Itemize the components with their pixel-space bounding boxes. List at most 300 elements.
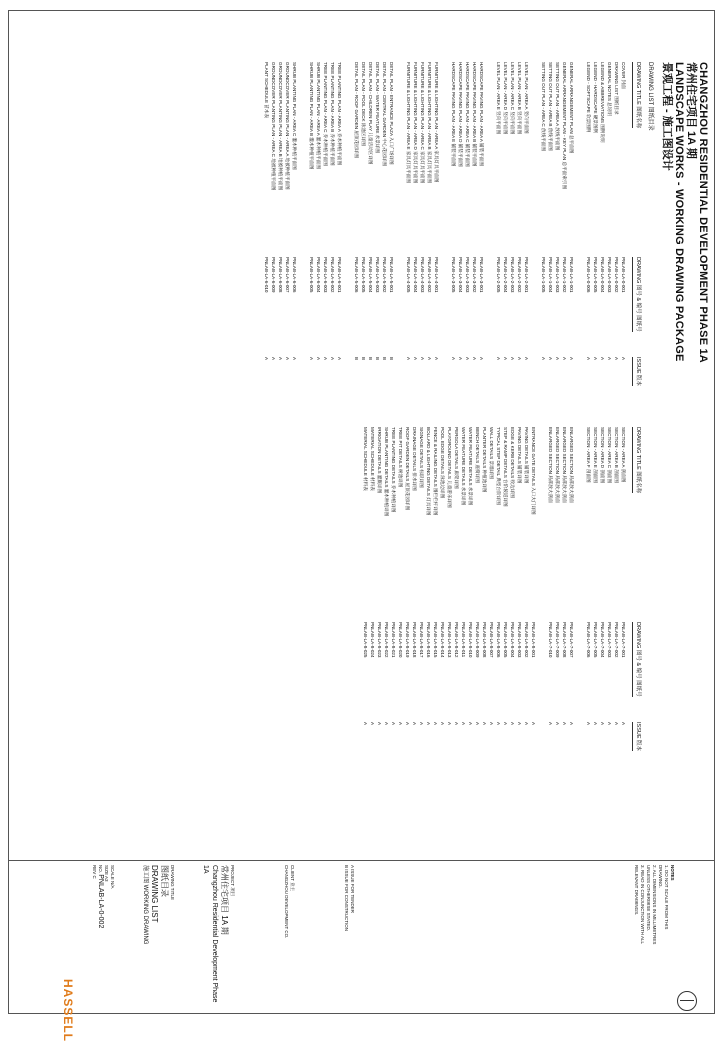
drawing-rev: A bbox=[524, 722, 529, 726]
sheet-info: SCALE N/A SIZE A3 NO. PNLAB-LA-0-002 REV C bbox=[92, 865, 115, 929]
drawing-rev: A bbox=[433, 722, 438, 726]
drawing-title: SETTING OUT PLAN - AREA B 放线平面图 bbox=[548, 62, 553, 151]
drawing-title: TREE PLANTING PLAN - AREA C 乔木种植平面图 bbox=[323, 62, 328, 166]
drawing-number: PNLAB-LA-6-010 bbox=[264, 257, 269, 293]
drawing-number: PNLAB-LA-6-003 bbox=[323, 257, 328, 293]
drawing-title: LEVEL PLAN - AREA B 竖向平面图 bbox=[517, 62, 522, 135]
table-row bbox=[457, 62, 464, 412]
drawing-group bbox=[362, 427, 537, 777]
drawing-title: FURNITURE & LIGHTING PLAN - AREA E 家具灯具平面图 bbox=[406, 62, 411, 183]
drawing-number: PNLAB-LA-8-016 bbox=[426, 622, 431, 658]
drawing-number: PNLAB-LA-6-009 bbox=[271, 257, 276, 293]
title-en-2: LANDSCAPE WORKS - WORKING DRAWING PACKAGE bbox=[673, 62, 685, 362]
drawing-number: PNLAB-LA-0-004 bbox=[600, 257, 605, 293]
drawing-number: PNLAB-LA-5-006 bbox=[354, 257, 359, 293]
drawing-title: WATER FEATURE DETAILS 水景详图 bbox=[468, 427, 473, 506]
drawing-title: PLAYGROUND DETAILS 儿童游乐详图 bbox=[447, 427, 452, 508]
drawing-number: PNLAB-LA-1-002 bbox=[562, 257, 567, 293]
drawing-number: PNLAB-LA-8-008 bbox=[482, 622, 487, 658]
table-row bbox=[620, 427, 627, 777]
table-row bbox=[390, 427, 397, 777]
drawing-title: SECTION - AREA B 剖面图 bbox=[614, 427, 619, 483]
table-row bbox=[495, 427, 502, 777]
table-row bbox=[606, 427, 613, 777]
drawing-title: LEGEND - HARDSCAPE 硬景图例 bbox=[593, 62, 598, 134]
drawing-rev: A bbox=[586, 357, 591, 361]
table-row bbox=[418, 427, 425, 777]
drawing-number: PNLAB-LA-6-007 bbox=[285, 257, 290, 293]
drawing-group bbox=[585, 427, 627, 777]
drawing-rev: A bbox=[600, 357, 605, 361]
drawing-number: PNLAB-LA-8-017 bbox=[419, 622, 424, 658]
drawing-title: POOL EDGE DETAILS 泳池边详图 bbox=[440, 427, 445, 499]
drawing-number: PNLAB-LA-0-001 bbox=[621, 257, 626, 293]
client-block bbox=[283, 865, 295, 945]
drawing-title: BENCH DETAILS 座椅详图 bbox=[475, 427, 480, 483]
col-head-number: DRAWING 图号 & 编号 图纸号 bbox=[632, 257, 643, 332]
drawing-title: LEVEL PLAN - AREA C 竖向平面图 bbox=[510, 62, 515, 135]
drawing-rev: A bbox=[475, 722, 480, 726]
drawing-rev: A bbox=[271, 357, 276, 361]
drawing-rev: A bbox=[337, 357, 342, 361]
drawing-number: PNLAB-LA-3-005 bbox=[451, 257, 456, 293]
drawing-number: PNLAB-LA-8-007 bbox=[489, 622, 494, 658]
drawing-number: PNLAB-LA-6-002 bbox=[330, 257, 335, 293]
drawing-title: SHRUB PLANTING PLAN - AREA C 灌木种植平面图 bbox=[292, 62, 297, 170]
drawing-title: SHRUB PLANTING PLAN - AREA A 灌木种植平面图 bbox=[316, 62, 321, 169]
col-head-rev: ISSUE 版本 bbox=[632, 357, 643, 386]
drawing-title: LEVEL PLAN - AREA E 竖向平面图 bbox=[496, 62, 501, 135]
drawing-number: PNLAB-LA-8-021 bbox=[391, 622, 396, 658]
drawing-number: PNLAB-LA-8-018 bbox=[412, 622, 417, 658]
sheet-rev: C bbox=[92, 875, 97, 879]
drawing-number: PNLAB-LA-0-002 bbox=[614, 257, 619, 293]
drawing-rev: A bbox=[586, 722, 591, 726]
drawing-rev: A bbox=[406, 357, 411, 361]
table-row bbox=[547, 427, 554, 777]
table-row bbox=[291, 62, 298, 412]
drawing-rev: A bbox=[412, 722, 417, 726]
table-row bbox=[547, 62, 554, 412]
table-row bbox=[561, 62, 568, 412]
col-head-title: DRAWING TITLE 图纸名称 bbox=[632, 62, 643, 128]
drawing-rev: A bbox=[472, 357, 477, 361]
table-row bbox=[471, 62, 478, 412]
drawing-title: PAVING DETAILS 铺装详图 bbox=[517, 427, 522, 484]
drawing-rev: A bbox=[503, 357, 508, 361]
drawing-title: DETAIL PLAN - CENTRAL GARDEN 中心花园详图 bbox=[382, 62, 387, 166]
drawing-rev: A bbox=[524, 357, 529, 361]
drawing-number: PNLAB-LA-4-005 bbox=[406, 257, 411, 293]
drawing-title: FURNITURE & LIGHTING PLAN - AREA B 家具灯具平面图 bbox=[427, 62, 432, 183]
table-row bbox=[397, 427, 404, 777]
table-row bbox=[502, 62, 509, 412]
drawing-title: SHRUB PLANTING DETAILS 灌木种植详图 bbox=[384, 427, 389, 517]
table-row bbox=[613, 427, 620, 777]
project-label: PROJECT 项目 bbox=[230, 865, 235, 897]
table-row bbox=[322, 62, 329, 412]
col-head-number-2: DRAWING 图号 & 编号 图纸号 bbox=[632, 622, 643, 697]
drawing-group bbox=[450, 62, 485, 412]
drawing-title: ENTRANCE GATE DETAILS 入口大门详图 bbox=[531, 427, 536, 515]
drawing-group bbox=[405, 62, 440, 412]
drawing-title: TREE PIT DETAILS 树池详图 bbox=[398, 427, 403, 488]
drawing-number: PNLAB-LA-8-019 bbox=[405, 622, 410, 658]
drawing-rev: A bbox=[510, 722, 515, 726]
drawing-rev: A bbox=[434, 357, 439, 361]
title-en-1: CHANGZHOU RESIDENTIAL DEVELOPMENT PHASE 1A bbox=[697, 62, 709, 363]
scale-value: N/A bbox=[110, 881, 115, 889]
table-row bbox=[568, 62, 575, 412]
drawing-number: PNLAB-LA-1-001 bbox=[569, 257, 574, 293]
drawing-number: PNLAB-LA-8-002 bbox=[524, 622, 529, 658]
table-row bbox=[308, 62, 315, 412]
drawing-number: PNLAB-LA-7-005 bbox=[593, 622, 598, 658]
drawing-rev: A bbox=[482, 722, 487, 726]
table-row bbox=[599, 427, 606, 777]
drawing-number: PNLAB-LA-7-004 bbox=[600, 622, 605, 658]
table-row bbox=[523, 62, 530, 412]
drawing-number: PNLAB-LA-0-003 bbox=[607, 257, 612, 293]
drawing-rev: A bbox=[496, 357, 501, 361]
drawing-rev: A bbox=[370, 722, 375, 726]
drawing-title: ENLARGED SECTION 局部放大剖面 bbox=[555, 427, 560, 503]
drawing-title: FURNITURE & LIGHTING PLAN - AREA D 家具灯具平面图 bbox=[413, 62, 418, 184]
drawing-number: PNLAB-LA-0-006 bbox=[586, 257, 591, 293]
drawing-rev: A bbox=[316, 357, 321, 361]
table-row bbox=[585, 427, 592, 777]
drawing-number: PNLAB-LA-7-002 bbox=[614, 622, 619, 658]
drawing-rev: A bbox=[569, 722, 574, 726]
drawing-rev: A bbox=[391, 722, 396, 726]
drawing-number: PNLAB-LA-7-008 bbox=[562, 622, 567, 658]
drawing-title: DETAIL PLAN - CHILDREN PLAY 儿童活动区详图 bbox=[368, 62, 373, 165]
drawing-title: SIGNAGE DETAILS 标识详图 bbox=[419, 427, 424, 488]
drawing-rev: A bbox=[363, 722, 368, 726]
drawing-rev: A bbox=[548, 722, 553, 726]
project-block bbox=[201, 865, 235, 1005]
drawing-list-subtitle: DRAWING LIST 图纸目录 bbox=[647, 62, 653, 131]
drawing-rev: A bbox=[465, 357, 470, 361]
drawing-number: PNLAB-LA-7-007 bbox=[569, 622, 574, 658]
table-row bbox=[554, 427, 561, 777]
drawing-title: DETAIL PLAN - ENTRANCE PLAZA 入口广场详图 bbox=[389, 62, 394, 165]
col-head-title-2: DRAWING TITLE 图纸名称 bbox=[632, 427, 643, 493]
drawing-group bbox=[540, 62, 575, 412]
drawing-title: STEP & RAMP DETAILS 台阶坡道详图 bbox=[503, 427, 508, 507]
drawing-rev: A bbox=[614, 722, 619, 726]
drawing-title: PERGOLA DETAILS 廊架详图 bbox=[454, 427, 459, 489]
drawing-number: PNLAB-LA-5-004 bbox=[368, 257, 373, 293]
drawing-rev: A bbox=[330, 357, 335, 361]
table-row bbox=[381, 62, 388, 412]
drawing-number: PNLAB-LA-5-002 bbox=[382, 257, 387, 293]
table-row bbox=[478, 62, 485, 412]
table-row bbox=[315, 62, 322, 412]
drawing-cn: 图纸目录 bbox=[160, 865, 169, 897]
drawing-rev: A bbox=[569, 357, 574, 361]
table-row bbox=[568, 427, 575, 777]
drawing-title: MATERIAL SCHEDULE 材料表 bbox=[363, 427, 368, 491]
drawing-number: PNLAB-LA-8-005 bbox=[503, 622, 508, 658]
drawing-title: TREE PLANTING PLAN - AREA B 乔木种植平面图 bbox=[330, 62, 335, 166]
drawing-rev: A bbox=[377, 722, 382, 726]
drawing-rev: A bbox=[614, 357, 619, 361]
drawing-rev: A bbox=[468, 722, 473, 726]
drawing-rev: A bbox=[621, 722, 626, 726]
client-label: CLIENT 业主 bbox=[290, 865, 295, 892]
table-row bbox=[329, 62, 336, 412]
note-item: 2. ALL DIMENSIONS IN MILLIMETRES UNLESS OTHERWISE STATED. bbox=[646, 865, 657, 945]
drawing-rev: A bbox=[413, 357, 418, 361]
drawing-number: PNLAB-LA-8-011 bbox=[461, 622, 466, 658]
table-row bbox=[464, 62, 471, 412]
drawing-rev: A bbox=[593, 722, 598, 726]
notes-block bbox=[633, 865, 675, 945]
table-row bbox=[446, 427, 453, 777]
drawing-group bbox=[585, 62, 627, 412]
drawing-title: COVER 封面 bbox=[621, 62, 626, 89]
drawing-rev: A bbox=[405, 722, 410, 726]
drawing-number: PNLAB-LA-8-024 bbox=[370, 622, 375, 658]
drawing-number: PNLAB-LA-3-004 bbox=[458, 257, 463, 293]
drawing-title: SETTING OUT PLAN - AREA C 放线平面图 bbox=[541, 62, 546, 151]
client-name: CHANGZHOU DEVELOPMENT CO. bbox=[284, 865, 289, 939]
table-row bbox=[383, 427, 390, 777]
table-row bbox=[411, 427, 418, 777]
table-row bbox=[277, 62, 284, 412]
drawing-number: PNLAB-LA-7-001 bbox=[621, 622, 626, 658]
drawing-group bbox=[495, 62, 530, 412]
drawing-title: EDGE & KERB DETAILS 收边详图 bbox=[510, 427, 515, 498]
table-row bbox=[509, 427, 516, 777]
drawing-number: PNLAB-LA-8-020 bbox=[398, 622, 403, 658]
drawing-title: GROUNDCOVER PLANTING PLAN - AREA A 地被种植平面图 bbox=[285, 62, 290, 190]
table-row bbox=[367, 62, 374, 412]
notes-heading: NOTES bbox=[670, 865, 675, 881]
table-row bbox=[554, 62, 561, 412]
drawing-rev: A bbox=[517, 357, 522, 361]
drawing-number: PNLAB-LA-8-022 bbox=[384, 622, 389, 658]
drawing-number: PNLAB-LA-2-005 bbox=[496, 257, 501, 293]
table-row bbox=[405, 62, 412, 412]
drawing-rev: A bbox=[503, 722, 508, 726]
table-row bbox=[362, 427, 369, 777]
table-row bbox=[467, 427, 474, 777]
drawing-title: TREE PLANTING DETAILS 乔木种植详图 bbox=[391, 427, 396, 513]
drawing-rev: B bbox=[361, 357, 366, 361]
drawing-title: HARDSCAPE PAVING PLAN - AREA C 铺装平面图 bbox=[465, 62, 470, 167]
drawing-rev: A bbox=[461, 722, 466, 726]
drawing-rev: A bbox=[489, 722, 494, 726]
drawing-rev: B bbox=[375, 357, 380, 361]
drawing-title: HARDSCAPE PAVING PLAN - AREA E 铺装平面图 bbox=[451, 62, 456, 167]
table-row bbox=[561, 427, 568, 777]
drawing-rev: A bbox=[555, 722, 560, 726]
drawing-title: GENERAL ARRANGEMENT PLAN 总平面图 bbox=[569, 62, 574, 154]
drawing-title: ENLARGED SECTION 局部放大剖面 bbox=[569, 427, 574, 503]
drawing-rev: B bbox=[354, 357, 359, 361]
project-cn: 常州住宅项目 1A 期 bbox=[220, 865, 229, 935]
drawing-rev: A bbox=[440, 722, 445, 726]
drawing-label: DRAWING TITLE bbox=[170, 865, 175, 901]
drawing-number: PNLAB-LA-2-001 bbox=[524, 257, 529, 293]
drawing-rev: A bbox=[384, 722, 389, 726]
sheet-header bbox=[645, 62, 709, 363]
drawing-number: PNLAB-LA-5-001 bbox=[389, 257, 394, 293]
drawing-number: PNLAB-LA-8-023 bbox=[377, 622, 382, 658]
drawing-number: PNLAB-LA-3-003 bbox=[465, 257, 470, 293]
drawing-title: DETAIL PLAN - WATER FEATURE 水景详图 bbox=[375, 62, 380, 154]
table-row bbox=[433, 62, 440, 412]
drawing-title: TREE PLANTING PLAN - AREA A 乔木种植平面图 bbox=[337, 62, 342, 166]
drawing-rev: A bbox=[451, 357, 456, 361]
drawing-number: PNLAB-LA-0-005 bbox=[593, 257, 598, 293]
drawing-title: HARDSCAPE PAVING PLAN - AREA B 铺装平面图 bbox=[472, 62, 477, 167]
hassell-logo: HASSELL bbox=[61, 979, 75, 1042]
drawing-rev: B bbox=[382, 357, 387, 361]
drawing-rev: A bbox=[398, 722, 403, 726]
drawing-title: SECTION - AREA C 剖面图 bbox=[607, 427, 612, 484]
drawing-title: ENLARGED SECTION 局部放大剖面 bbox=[548, 427, 553, 503]
drawing-number: PNLAB-LA-8-012 bbox=[454, 622, 459, 658]
drawing-title: SETTING OUT PLAN - AREA A 放线平面图 bbox=[555, 62, 560, 151]
table-row bbox=[270, 62, 277, 412]
drawing-title: DETAIL PLAN - ROOF GARDEN 屋顶花园详图 bbox=[354, 62, 359, 158]
revision-table bbox=[343, 865, 355, 945]
table-row bbox=[530, 427, 537, 777]
drawing-rev: A bbox=[309, 357, 314, 361]
drawing-rev: A bbox=[541, 357, 546, 361]
drawing-rev: A bbox=[600, 722, 605, 726]
table-row bbox=[481, 427, 488, 777]
note-item: 3. READ IN CONJUNCTION WITH ALL RELEVANT DRAWINGS. bbox=[634, 865, 645, 944]
drawing-number: PNLAB-LA-8-025 bbox=[363, 622, 368, 658]
drawing-rev: A bbox=[593, 357, 598, 361]
sheet-size: A3 bbox=[104, 876, 109, 882]
drawing-rev: B bbox=[368, 357, 373, 361]
drawing-title: PLANT SCHEDULE 苗木表 bbox=[264, 62, 269, 119]
drawing-title: DRAINAGE DETAILS 排水详图 bbox=[412, 427, 417, 491]
drawing-title: LEGEND - SOFTSCAPE 软景图例 bbox=[586, 62, 591, 133]
drawing-number: PNLAB-LA-8-004 bbox=[510, 622, 515, 658]
table-row bbox=[360, 62, 367, 412]
drawing-title: LEVEL PLAN - AREA A 竖向平面图 bbox=[524, 62, 529, 134]
drawing-title: GROUNDCOVER PLANTING PLAN - AREA B 地被种植平面图 bbox=[278, 62, 283, 191]
table-row bbox=[450, 62, 457, 412]
drawing-title: WALL DETAILS 景墙详图 bbox=[489, 427, 494, 479]
table-row bbox=[439, 427, 446, 777]
drawing-rev: A bbox=[496, 722, 501, 726]
note-item: 1. DO NOT SCALE FROM THIS DRAWING. bbox=[658, 865, 669, 930]
drawing-rev: A bbox=[427, 357, 432, 361]
table-row bbox=[620, 62, 627, 412]
table-row bbox=[404, 427, 411, 777]
revision-row: B ISSUE FOR CONSTRUCTION bbox=[344, 865, 349, 932]
drawing-rev: A bbox=[323, 357, 328, 361]
table-row bbox=[509, 62, 516, 412]
drawing-title: SHRUB PLANTING PLAN - AREA B 灌木种植平面图 bbox=[309, 62, 314, 170]
drawing-number: PNLAB-LA-7-009 bbox=[555, 622, 560, 658]
drawing-title: PAVING DETAILS 铺装详图 bbox=[524, 427, 529, 484]
table-row bbox=[426, 62, 433, 412]
drawing-number: PNLAB-LA-4-001 bbox=[434, 257, 439, 293]
drawing-title: MATERIAL SCHEDULE 材料表 bbox=[370, 427, 375, 491]
drawing-rev: A bbox=[607, 357, 612, 361]
drawing-number: PNLAB-LA-1-004 bbox=[548, 257, 553, 293]
table-row bbox=[599, 62, 606, 412]
table-row bbox=[606, 62, 613, 412]
drawing-number: PNLAB-LA-8-009 bbox=[475, 622, 480, 658]
drawing-number: PNLAB-LA-7-006 bbox=[586, 622, 591, 658]
drawing-number: PNLAB-LA-5-005 bbox=[361, 257, 366, 293]
table-row bbox=[374, 62, 381, 412]
table-row bbox=[419, 62, 426, 412]
drawing-number: PNLAB-LA-4-003 bbox=[420, 257, 425, 293]
drawing-title: HARDSCAPE PAVING PLAN - AREA D 铺装平面图 bbox=[458, 62, 463, 167]
drawing-title: LEGEND & ABBREVIATIONS 图例说明 bbox=[600, 62, 605, 143]
drawing-group bbox=[547, 427, 575, 777]
drawing-rev: A bbox=[531, 722, 536, 726]
table-row bbox=[488, 427, 495, 777]
drawing-rev: A bbox=[555, 357, 560, 361]
drawing-rev: A bbox=[510, 357, 515, 361]
revision-row: A ISSUE FOR TENDER bbox=[350, 865, 355, 913]
drawing-number: PNLAB-LA-7-010 bbox=[548, 622, 553, 658]
title-cn-2: 景观工程 - 施工图设计 bbox=[661, 62, 673, 171]
drawing-number: PNLAB-LA-8-010 bbox=[468, 622, 473, 658]
drawing-title: ROOF GARDEN DETAILS 屋顶花园详图 bbox=[405, 427, 410, 511]
table-row bbox=[432, 427, 439, 777]
drawing-number: PNLAB-LA-1-003 bbox=[555, 257, 560, 293]
drawing-number: PNLAB-LA-2-004 bbox=[503, 257, 508, 293]
drawing-title: HARDSCAPE PAVING PLAN - AREA A 铺装平面图 bbox=[479, 62, 484, 166]
drawing-title: SECTION - AREA F 剖面图 bbox=[586, 427, 591, 483]
drawing-list bbox=[43, 62, 643, 772]
drawing-title: ENLARGED SECTION 局部放大剖面 bbox=[562, 427, 567, 503]
table-row bbox=[585, 62, 592, 412]
drawing-title-block bbox=[141, 865, 175, 1005]
drawing-rev: A bbox=[548, 357, 553, 361]
drawing-rev: A bbox=[426, 722, 431, 726]
table-row bbox=[474, 427, 481, 777]
drawing-number: PNLAB-LA-8-014 bbox=[440, 622, 445, 658]
drawing-title: SECTION - AREA E 剖面图 bbox=[593, 427, 598, 483]
table-row bbox=[284, 62, 291, 412]
drawing-number: PNLAB-LA-7-003 bbox=[607, 622, 612, 658]
table-row bbox=[613, 62, 620, 412]
drawing-rev: A bbox=[517, 722, 522, 726]
drawing-group bbox=[308, 62, 343, 412]
table-row bbox=[369, 427, 376, 777]
drawing-rev: A bbox=[419, 722, 424, 726]
drawing-title: PLANTER DETAILS 种植池详图 bbox=[482, 427, 487, 493]
project-en: Changzhou Residential Development Phase 1A bbox=[202, 865, 218, 1003]
drawing-title: WATER FEATURE DETAILS 水景详图 bbox=[461, 427, 466, 506]
drawing-title: GENERAL ARRANGEMENT PLAN - KEY PLAN 总平面索引图 bbox=[562, 62, 567, 190]
drawing-rev: A bbox=[621, 357, 626, 361]
drawing-rev: A bbox=[562, 722, 567, 726]
drawing-number: PNLAB-LA-2-002 bbox=[517, 257, 522, 293]
drawing-number: PNLAB-LA-6-001 bbox=[337, 257, 342, 293]
table-row bbox=[263, 62, 270, 412]
drawing-number: PNLAB-LA-5-003 bbox=[375, 257, 380, 293]
drawing-number: PNLAB-LA-3-001 bbox=[479, 257, 484, 293]
drawing-number: PNLAB-LA-8-001 bbox=[531, 622, 536, 658]
drawing-rev: A bbox=[420, 357, 425, 361]
table-row bbox=[516, 62, 523, 412]
col-head-rev-2: ISSUE 版本 bbox=[632, 722, 643, 751]
